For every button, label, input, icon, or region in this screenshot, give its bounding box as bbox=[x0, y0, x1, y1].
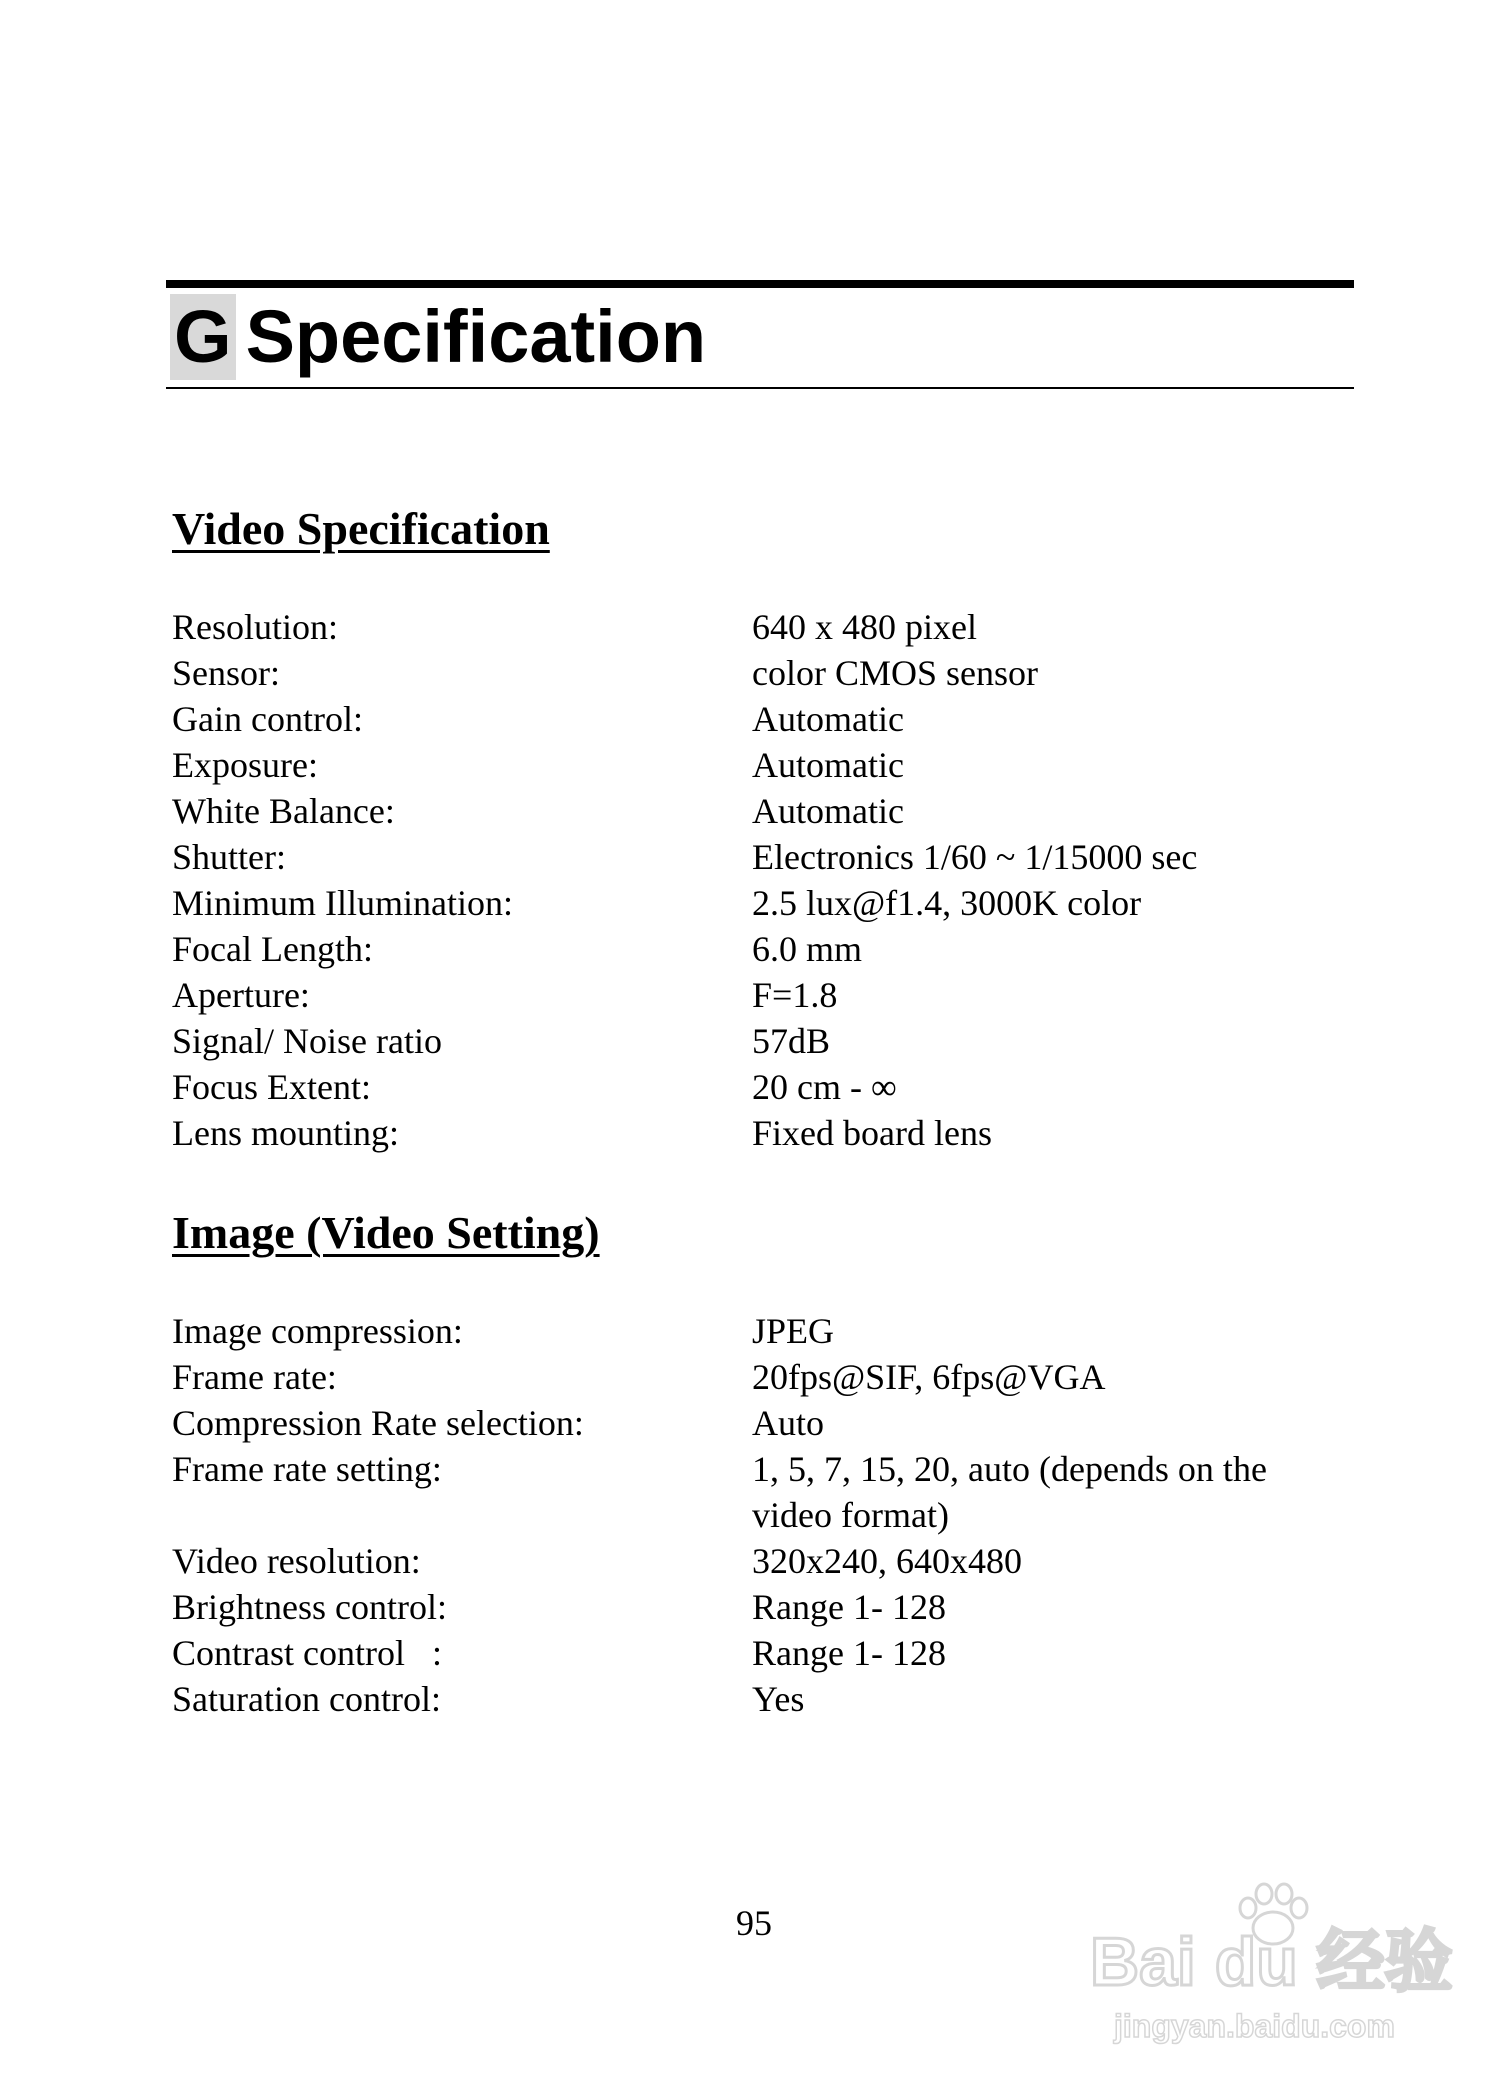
spec-label: Image compression: bbox=[172, 1311, 463, 1351]
spec-row-lens-mounting bbox=[172, 1110, 1352, 1156]
spec-value: 1, 5, 7, 15, 20, auto (depends on the video format) bbox=[752, 1449, 1267, 1535]
video-spec-list bbox=[172, 604, 1352, 1156]
watermark-url: jingyan.baidu.com bbox=[1114, 2008, 1395, 2044]
spec-value: 6.0 mm bbox=[752, 929, 863, 969]
spec-value: 640 x 480 pixel bbox=[752, 607, 977, 647]
spec-value: Range 1- 128 bbox=[752, 1587, 946, 1627]
spec-value: Electronics 1/60 ~ 1/15000 sec bbox=[752, 837, 1198, 877]
watermark-logo-text: Bai du 经验 bbox=[1090, 1924, 1453, 2000]
spec-label: Aperture: bbox=[172, 975, 310, 1015]
spec-row-sensor bbox=[172, 650, 1352, 696]
spec-label: Minimum Illumination: bbox=[172, 883, 513, 923]
spec-label: Saturation control: bbox=[172, 1679, 441, 1719]
spec-row-exposure bbox=[172, 742, 1352, 788]
spec-label: Contrast control : bbox=[172, 1633, 442, 1673]
chapter-bottom-rule bbox=[166, 387, 1354, 389]
section-heading-video-specification: Video Specification bbox=[172, 503, 550, 554]
spec-value: 20fps@SIF, 6fps@VGA bbox=[752, 1357, 1106, 1397]
spec-row-frame-rate-setting bbox=[172, 1446, 1352, 1538]
spec-label: Focal Length: bbox=[172, 929, 373, 969]
spec-label: Resolution: bbox=[172, 607, 339, 647]
spec-label: Shutter: bbox=[172, 837, 286, 877]
spec-value: 2.5 lux@f1.4, 3000K color bbox=[752, 883, 1142, 923]
spec-row-signal-noise-ratio bbox=[172, 1018, 1352, 1064]
spec-row-video-resolution bbox=[172, 1538, 1352, 1584]
baidu-watermark bbox=[1080, 1880, 1453, 2050]
spec-row-focal-length bbox=[172, 926, 1352, 972]
spec-row-image-compression bbox=[172, 1308, 1352, 1354]
spec-row-minimum-illumination bbox=[172, 880, 1352, 926]
spec-label: Signal/ Noise ratio bbox=[172, 1021, 442, 1061]
spec-value: color CMOS sensor bbox=[752, 653, 1038, 693]
page-number: 95 bbox=[736, 1903, 772, 1943]
spec-value: 20 cm - ∞ bbox=[752, 1067, 897, 1107]
spec-value: Automatic bbox=[752, 791, 904, 831]
spec-value: JPEG bbox=[752, 1311, 835, 1351]
spec-label: Gain control: bbox=[172, 699, 363, 739]
spec-value: 57dB bbox=[752, 1021, 831, 1061]
spec-label: Lens mounting: bbox=[172, 1113, 399, 1153]
image-spec-list bbox=[172, 1308, 1352, 1722]
spec-label: Compression Rate selection: bbox=[172, 1403, 584, 1443]
spec-row-frame-rate bbox=[172, 1354, 1352, 1400]
chapter-title-text: Specification bbox=[245, 295, 707, 378]
spec-row-white-balance bbox=[172, 788, 1352, 834]
spec-value: Fixed board lens bbox=[752, 1113, 992, 1153]
spec-label: White Balance: bbox=[172, 791, 395, 831]
spec-row-focus-extent bbox=[172, 1064, 1352, 1110]
spec-value: Automatic bbox=[752, 745, 904, 785]
spec-value: Yes bbox=[752, 1679, 805, 1719]
spec-label: Sensor: bbox=[172, 653, 280, 693]
spec-row-aperture bbox=[172, 972, 1352, 1018]
spec-row-compression-rate-selection bbox=[172, 1400, 1352, 1446]
section-heading-image-video-setting: Image (Video Setting) bbox=[172, 1207, 600, 1258]
spec-label: Focus Extent: bbox=[172, 1067, 371, 1107]
spec-value: Auto bbox=[752, 1403, 824, 1443]
spec-value: 320x240, 640x480 bbox=[752, 1541, 1022, 1581]
chapter-letter: G bbox=[170, 294, 236, 380]
spec-row-shutter bbox=[172, 834, 1352, 880]
chapter-top-rule bbox=[166, 280, 1354, 288]
spec-value: F=1.8 bbox=[752, 975, 838, 1015]
spec-row-contrast-control bbox=[172, 1630, 1352, 1676]
spec-row-resolution bbox=[172, 604, 1352, 650]
chapter-title bbox=[170, 294, 706, 380]
spec-row-brightness-control bbox=[172, 1584, 1352, 1630]
spec-row-gain-control bbox=[172, 696, 1352, 742]
spec-label: Exposure: bbox=[172, 745, 318, 785]
spec-value: Range 1- 128 bbox=[752, 1633, 946, 1673]
spec-label: Brightness control: bbox=[172, 1587, 447, 1627]
spec-label: Frame rate setting: bbox=[172, 1449, 442, 1489]
spec-label: Video resolution: bbox=[172, 1541, 421, 1581]
spec-row-saturation-control bbox=[172, 1676, 1352, 1722]
spec-value: Automatic bbox=[752, 699, 904, 739]
spec-label: Frame rate: bbox=[172, 1357, 337, 1397]
